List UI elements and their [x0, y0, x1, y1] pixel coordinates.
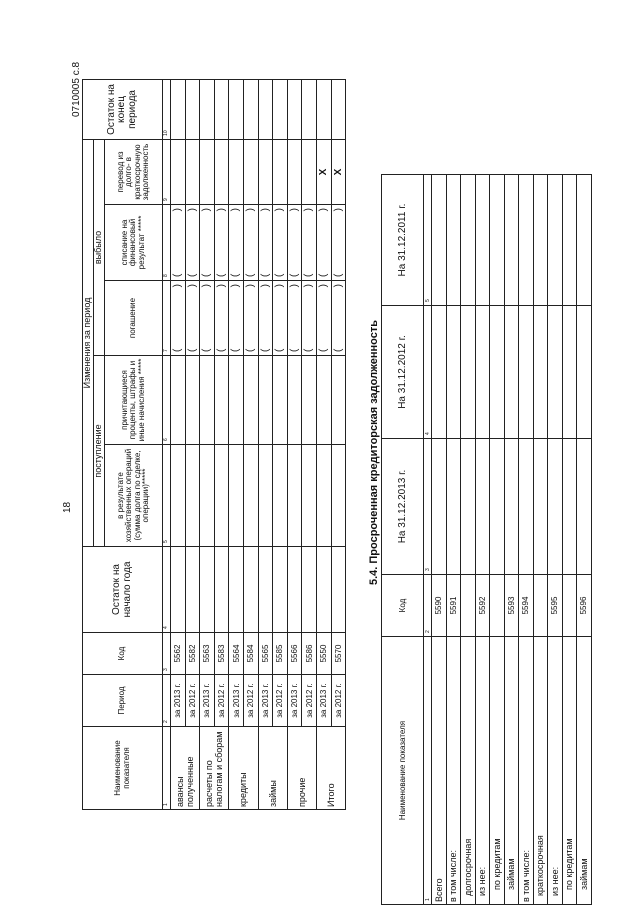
hdr2-2012: На 31.12.2012 г. [382, 306, 424, 439]
cell2-2013 [475, 439, 490, 575]
row2-code: 5595 [548, 575, 563, 637]
cell-writeoff [287, 205, 302, 281]
col-number: 5 [163, 445, 171, 547]
cell-incoming-interest [171, 356, 186, 445]
row-code: 5562 [171, 633, 186, 675]
row-period: за 2013 г. [171, 675, 186, 727]
cell-incoming-ops [214, 445, 229, 547]
cell2-2011 [504, 175, 519, 306]
row-name: займы [258, 727, 287, 810]
paren-open: ( [244, 273, 256, 277]
cell-opening [331, 547, 346, 633]
row2-name: краткосрочная [533, 637, 548, 905]
row2-code: 5593 [504, 575, 519, 637]
row2-name: в том числе: [446, 637, 461, 905]
paren-open: ( [288, 273, 300, 277]
cell-repayment [171, 281, 186, 356]
cell-repayment [331, 281, 346, 356]
cell-transfer [185, 139, 200, 204]
hdr-name: Наименование показателя [83, 727, 163, 810]
row-period: за 2013 г. [229, 675, 244, 727]
cell-closing [302, 79, 317, 139]
col2-number: 4 [424, 306, 432, 439]
row-code: 5565 [258, 633, 273, 675]
cell-incoming-interest [287, 356, 302, 445]
cell-opening [200, 547, 215, 633]
paren-close: ) [186, 208, 198, 212]
cell2-2011 [490, 175, 505, 306]
cell2-2011 [519, 175, 534, 306]
paren-open: ( [201, 348, 213, 352]
col-number: 9 [163, 139, 171, 204]
paren-close: ) [259, 208, 271, 212]
paren-open: ( [186, 348, 198, 352]
cell-repayment [302, 281, 317, 356]
paren-close: ) [201, 208, 213, 212]
cell-transfer [273, 139, 288, 204]
table-row [475, 175, 490, 905]
hdr-closing: Остаток на конец периода [83, 79, 163, 139]
cell-closing [243, 79, 258, 139]
hdr-outgoing: выбыло [94, 139, 105, 355]
cell-opening [302, 547, 317, 633]
cell2-2013 [504, 439, 519, 575]
cell-transfer [302, 139, 317, 204]
table-row [185, 79, 200, 809]
table-row [229, 79, 244, 809]
cell-incoming-ops [171, 445, 186, 547]
cell-writeoff [171, 205, 186, 281]
paren-close: ) [186, 284, 198, 288]
table-row [490, 175, 505, 905]
cell-transfer [229, 139, 244, 204]
cell-incoming-interest [200, 356, 215, 445]
row-code: 5564 [229, 633, 244, 675]
paren-close: ) [274, 208, 286, 212]
row-code: 5566 [287, 633, 302, 675]
cell-closing [171, 79, 186, 139]
hdr-repayment: погашение [105, 281, 163, 356]
paren-close: ) [288, 208, 300, 212]
cell2-2013 [461, 439, 476, 575]
cell-writeoff [185, 205, 200, 281]
cell-incoming-interest [229, 356, 244, 445]
table-row [461, 175, 476, 905]
row2-code [490, 575, 505, 637]
form-code: 0710005 с.8 [71, 61, 82, 117]
cell2-2012 [562, 306, 577, 439]
cell-writeoff [243, 205, 258, 281]
row2-name: по кредитам [490, 637, 505, 905]
paren-open: ( [186, 273, 198, 277]
cell-repayment [243, 281, 258, 356]
cell-writeoff [200, 205, 215, 281]
col2-number: 1 [424, 637, 432, 905]
row-code: 5563 [200, 633, 215, 675]
cell-opening [229, 547, 244, 633]
paren-close: ) [303, 208, 315, 212]
cell-incoming-interest [243, 356, 258, 445]
cell-writeoff [273, 205, 288, 281]
cell-opening [243, 547, 258, 633]
col-number: 8 [163, 205, 171, 281]
hdr2-2013: На 31.12.2013 г. [382, 439, 424, 575]
cell-incoming-interest [258, 356, 273, 445]
cell-opening [214, 547, 229, 633]
hdr-period: Период [83, 675, 163, 727]
row2-code: 5596 [577, 575, 592, 637]
paren-close: ) [172, 208, 183, 212]
table-row [446, 175, 461, 905]
paren-close: ) [274, 284, 286, 288]
cell-writeoff [214, 205, 229, 281]
row-period: за 2012 г. [331, 675, 346, 727]
paren-open: ( [215, 348, 227, 352]
cell-incoming-interest [214, 356, 229, 445]
paren-close: ) [317, 208, 329, 212]
cell-repayment [214, 281, 229, 356]
table1-body [171, 79, 346, 809]
paren-open: ( [317, 348, 329, 352]
cell2-2013 [562, 439, 577, 575]
cell-transfer [287, 139, 302, 204]
paren-close: ) [215, 284, 227, 288]
cell-transfer [171, 139, 186, 204]
hdr-incoming-interest: причитающиеся проценты, штрафы и иные начисления ***** [105, 356, 163, 445]
col2-number: 3 [424, 439, 432, 575]
cell-closing [273, 79, 288, 139]
row-name: прочие [287, 727, 316, 810]
col-number: 2 [163, 675, 171, 727]
col2-number: 2 [424, 575, 432, 637]
cell2-2011 [577, 175, 592, 306]
paren-close: ) [317, 284, 329, 288]
row2-code: 5590 [432, 575, 447, 637]
paren-open: ( [259, 273, 271, 277]
cell2-2011 [548, 175, 563, 306]
cell-opening [171, 547, 186, 633]
cell-repayment [316, 281, 331, 356]
table2-body [432, 175, 592, 905]
paren-open: ( [303, 348, 315, 352]
cell-incoming-ops [229, 445, 244, 547]
cell-writeoff [316, 205, 331, 281]
row-name: кредиты [229, 727, 258, 810]
paren-close: ) [215, 208, 227, 212]
hdr2-code: Код [382, 575, 424, 637]
row-name: Итого [316, 727, 345, 810]
row2-name: долгосрочная [461, 637, 476, 905]
cell-closing [214, 79, 229, 139]
table-row [258, 79, 273, 809]
cell2-2011 [432, 175, 447, 306]
cell-opening [185, 547, 200, 633]
row2-name: из нее: [475, 637, 490, 905]
cell-incoming-ops [243, 445, 258, 547]
col-number: 1 [163, 727, 171, 810]
table-row [200, 79, 215, 809]
cell2-2012 [461, 306, 476, 439]
row-code: 5550 [316, 633, 331, 675]
cell-incoming-ops [185, 445, 200, 547]
cell2-2011 [475, 175, 490, 306]
section-title: 5.4. Просроченная кредиторская задолженность [368, 320, 380, 586]
paren-close: ) [244, 208, 256, 212]
cell-incoming-ops [331, 445, 346, 547]
cell2-2013 [519, 439, 534, 575]
row-code: 5585 [273, 633, 288, 675]
paren-open: ( [274, 273, 286, 277]
cell-repayment [200, 281, 215, 356]
cell-transfer: X [331, 139, 346, 204]
row-name: авансы полученные [171, 727, 200, 810]
cell-transfer [200, 139, 215, 204]
paren-open: ( [303, 273, 315, 277]
paren-open: ( [201, 273, 213, 277]
cell-closing [200, 79, 215, 139]
cell-closing [185, 79, 200, 139]
cell-closing [331, 79, 346, 139]
paren-close: ) [259, 284, 271, 288]
paren-open: ( [215, 273, 227, 277]
cell-transfer [258, 139, 273, 204]
paren-open: ( [332, 348, 344, 352]
cell2-2013 [548, 439, 563, 575]
table-row [562, 175, 577, 905]
payables-movement-table [82, 79, 346, 810]
col-number: 4 [163, 547, 171, 633]
cell-incoming-ops [258, 445, 273, 547]
paren-close: ) [288, 284, 300, 288]
cell2-2012 [504, 306, 519, 439]
row2-name: по кредитам [562, 637, 577, 905]
page-number: 18 [62, 501, 73, 513]
cell-repayment [287, 281, 302, 356]
cell-transfer [243, 139, 258, 204]
cell2-2011 [562, 175, 577, 306]
cell-opening [258, 547, 273, 633]
hdr-writeoff: списание на финансовый результат ***** [105, 205, 163, 281]
row2-code: 5592 [475, 575, 490, 637]
row2-code [533, 575, 548, 637]
cell2-2012 [490, 306, 505, 439]
paren-open: ( [317, 273, 329, 277]
paren-open: ( [332, 273, 344, 277]
row-period: за 2013 г. [200, 675, 215, 727]
hdr-transfer: перевод из долго- в краткосрочную задолженность [105, 139, 163, 204]
table-row [273, 79, 288, 809]
cell-incoming-ops [316, 445, 331, 547]
paren-close: ) [230, 208, 242, 212]
cell2-2013 [577, 439, 592, 575]
row2-name: из нее: [548, 637, 563, 905]
cell-repayment [273, 281, 288, 356]
cell-writeoff [331, 205, 346, 281]
cell-writeoff [229, 205, 244, 281]
paren-close: ) [303, 284, 315, 288]
row-code: 5583 [214, 633, 229, 675]
table-row [243, 79, 258, 809]
cell-incoming-ops [200, 445, 215, 547]
cell2-2012 [519, 306, 534, 439]
table-row [302, 79, 317, 809]
hdr2-name: Наименование показателя [382, 637, 424, 905]
cell-incoming-interest [273, 356, 288, 445]
paren-open: ( [230, 273, 242, 277]
table-row [432, 175, 447, 905]
paren-close: ) [201, 284, 213, 288]
paren-open: ( [274, 348, 286, 352]
cell2-2011 [461, 175, 476, 306]
col2-number: 5 [424, 175, 432, 306]
row-period: за 2013 г. [258, 675, 273, 727]
cell-repayment [229, 281, 244, 356]
row2-code: 5591 [446, 575, 461, 637]
hdr2-2011: На 31.12.2011 г. [382, 175, 424, 306]
row-code: 5584 [243, 633, 258, 675]
cell-closing [316, 79, 331, 139]
row-period: за 2012 г. [185, 675, 200, 727]
hdr-changes: Изменения за период [83, 139, 94, 546]
row2-name: займам [577, 637, 592, 905]
col-number: 10 [163, 79, 171, 139]
paren-open: ( [230, 348, 242, 352]
row-period: за 2012 г. [273, 675, 288, 727]
cell-closing [287, 79, 302, 139]
row-code: 5582 [185, 633, 200, 675]
cell-incoming-interest [185, 356, 200, 445]
paren-close: ) [230, 284, 242, 288]
cell2-2013 [446, 439, 461, 575]
row2-name: Всего [432, 637, 447, 905]
cell-opening [273, 547, 288, 633]
cell2-2013 [490, 439, 505, 575]
row2-name: займам [504, 637, 519, 905]
cell-incoming-interest [331, 356, 346, 445]
cell2-2011 [533, 175, 548, 306]
table-row [287, 79, 302, 809]
hdr-incoming-ops: в результате хозяйственных операций (сумма долга по сделке, операции)***** [105, 445, 163, 547]
cell-incoming-interest [302, 356, 317, 445]
col-number: 6 [163, 356, 171, 445]
paren-close: ) [172, 284, 183, 288]
row-period: за 2012 г. [214, 675, 229, 727]
cell-transfer: X [316, 139, 331, 204]
cell2-2012 [548, 306, 563, 439]
cell-incoming-ops [273, 445, 288, 547]
cell-incoming-interest [316, 356, 331, 445]
cell2-2012 [446, 306, 461, 439]
cell-repayment [185, 281, 200, 356]
cell-closing [258, 79, 273, 139]
row-period: за 2012 г. [243, 675, 258, 727]
cell-closing [229, 79, 244, 139]
cell-writeoff [258, 205, 273, 281]
cell2-2012 [577, 306, 592, 439]
table-row [533, 175, 548, 905]
paren-open: ( [172, 348, 183, 352]
col-number: 7 [163, 281, 171, 356]
paren-close: ) [332, 208, 344, 212]
table-row [577, 175, 592, 905]
paren-open: ( [244, 348, 256, 352]
table-row [171, 79, 186, 809]
cell2-2012 [432, 306, 447, 439]
row2-code [461, 575, 476, 637]
paren-open: ( [259, 348, 271, 352]
overdue-payables-table [381, 174, 592, 905]
cell2-2012 [475, 306, 490, 439]
paren-open: ( [288, 348, 300, 352]
row-code: 5570 [331, 633, 346, 675]
table-row [214, 79, 229, 809]
cell-opening [287, 547, 302, 633]
hdr-incoming: поступление [94, 356, 105, 547]
cell-repayment [258, 281, 273, 356]
cell-transfer [214, 139, 229, 204]
row2-code [562, 575, 577, 637]
table-row [519, 175, 534, 905]
row-period: за 2013 г. [316, 675, 331, 727]
hdr-opening: Остаток на начало года [83, 547, 163, 633]
row2-name: в том числе: [519, 637, 534, 905]
row2-code: 5594 [519, 575, 534, 637]
cell-writeoff [302, 205, 317, 281]
paren-open: ( [172, 273, 183, 277]
col-number: 3 [163, 633, 171, 675]
hdr-code: Код [83, 633, 163, 675]
paren-close: ) [244, 284, 256, 288]
cell2-2012 [533, 306, 548, 439]
cell-incoming-ops [302, 445, 317, 547]
table-row [548, 175, 563, 905]
cell-opening [316, 547, 331, 633]
table-row [331, 79, 346, 809]
row-period: за 2012 г. [302, 675, 317, 727]
table-row [504, 175, 519, 905]
cell2-2013 [432, 439, 447, 575]
paren-close: ) [332, 284, 344, 288]
row-name: расчеты по налогам и сборам [200, 727, 229, 810]
row-code: 5586 [302, 633, 317, 675]
table-row [316, 79, 331, 809]
cell-incoming-ops [287, 445, 302, 547]
cell2-2013 [533, 439, 548, 575]
cell2-2011 [446, 175, 461, 306]
row-period: за 2013 г. [287, 675, 302, 727]
